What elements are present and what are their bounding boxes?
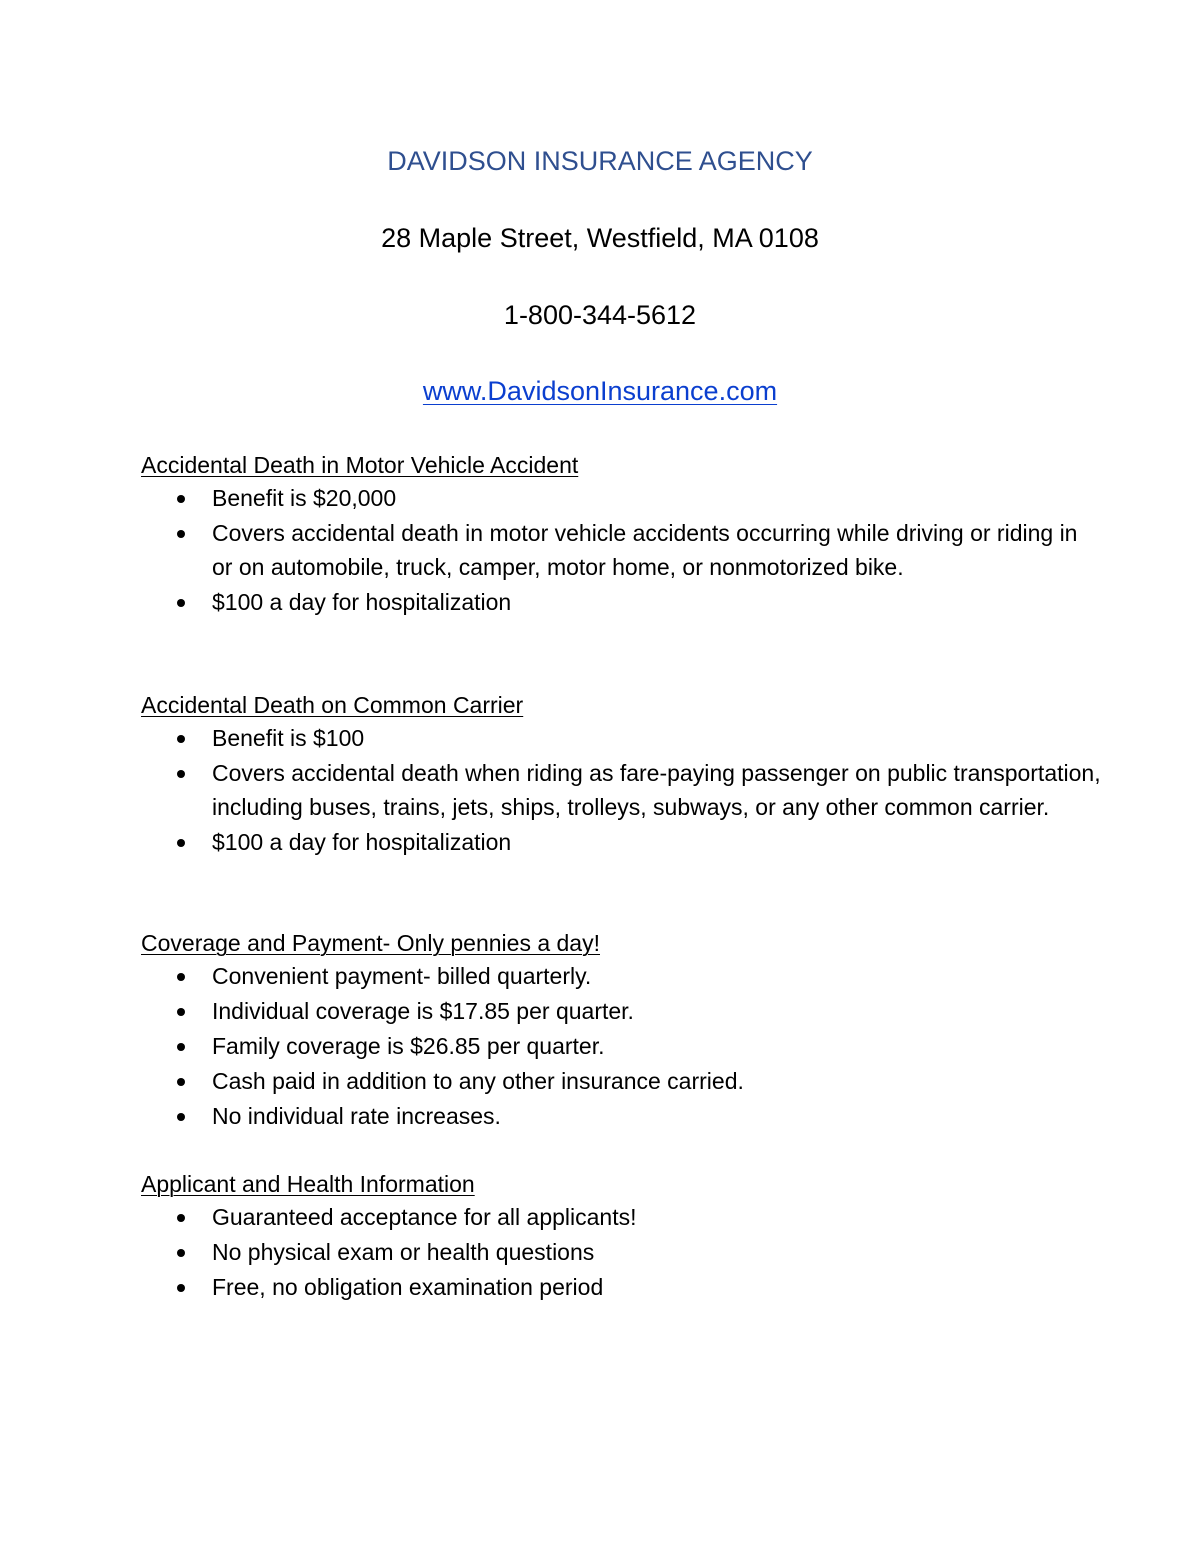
section-applicant-health bbox=[141, 1167, 1101, 1306]
agency-address: 28 Maple Street, Westfield, MA 0108 bbox=[381, 223, 819, 253]
list-item-text: $100 a day for hospitalization bbox=[212, 588, 512, 615]
bullet-icon bbox=[177, 1113, 185, 1121]
list-item bbox=[141, 517, 1101, 584]
bullet-icon bbox=[177, 1249, 185, 1257]
agency-name: DAVIDSON INSURANCE AGENCY bbox=[387, 146, 813, 176]
list-item bbox=[141, 1271, 1101, 1305]
bullet-list bbox=[141, 1201, 1101, 1305]
section-coverage-payment bbox=[141, 926, 1101, 1135]
bullet-icon bbox=[177, 1214, 185, 1222]
list-item-text: No physical exam or health questions bbox=[212, 1239, 595, 1265]
bullet-icon bbox=[177, 599, 185, 607]
website-link[interactable]: www.DavidsonInsurance.com bbox=[422, 376, 778, 406]
list-item-text: Benefit is $20,000 bbox=[212, 485, 397, 511]
section-common-carrier bbox=[141, 688, 1101, 861]
bullet-icon bbox=[177, 973, 185, 981]
bullet-list bbox=[141, 960, 1101, 1134]
list-item bbox=[141, 722, 1101, 756]
list-item-text: Benefit is $100 bbox=[212, 725, 365, 751]
bullet-icon bbox=[177, 495, 185, 503]
list-item bbox=[141, 757, 1101, 824]
list-item bbox=[141, 826, 1101, 860]
section-heading: Coverage and Payment- Only pennies a day! bbox=[141, 930, 600, 956]
list-item-text: Covers accidental death in motor vehicle accidents occurring while driving or riding in or on automobile, truck, camper, motor home, or nonmotorized bike. bbox=[212, 520, 1078, 580]
bullet-icon bbox=[177, 1284, 185, 1292]
section-heading: Accidental Death in Motor Vehicle Accident bbox=[141, 452, 579, 478]
website-line bbox=[0, 374, 1200, 408]
list-item bbox=[141, 960, 1101, 994]
list-item-text: Free, no obligation examination period bbox=[212, 1274, 604, 1300]
section-motor-vehicle bbox=[141, 448, 1101, 621]
section-heading: Accidental Death on Common Carrier bbox=[141, 692, 524, 718]
bullet-icon bbox=[177, 1043, 185, 1051]
bullet-icon bbox=[177, 530, 185, 538]
list-item bbox=[141, 1201, 1101, 1235]
section-heading: Applicant and Health Information bbox=[141, 1171, 475, 1197]
bullet-icon bbox=[177, 839, 185, 847]
list-item-text: $100 a day for hospitalization bbox=[212, 828, 512, 855]
list-item-text: Family coverage is $26.85 per quarter. bbox=[212, 1033, 605, 1059]
list-item-text: No individual rate increases. bbox=[212, 1103, 501, 1129]
bullet-list bbox=[141, 482, 1101, 619]
list-item-text: Covers accidental death when riding as fare-paying passenger on public transportation, including buses, trains, jets, ships, trolleys, subways, or any other common carrier. bbox=[212, 760, 1101, 820]
bullet-icon bbox=[177, 1008, 185, 1016]
list-item bbox=[141, 1100, 1101, 1134]
bullet-icon bbox=[177, 735, 185, 743]
list-item bbox=[141, 1030, 1101, 1064]
list-item-text: Cash paid in addition to any other insurance carried. bbox=[212, 1068, 744, 1094]
bullet-icon bbox=[177, 1078, 185, 1086]
bullet-list bbox=[141, 722, 1101, 859]
list-item bbox=[141, 995, 1101, 1029]
list-item-text: Convenient payment- billed quarterly. bbox=[212, 963, 592, 989]
list-item-text: Guaranteed acceptance for all applicants! bbox=[212, 1204, 637, 1230]
list-item bbox=[141, 1065, 1101, 1099]
list-item bbox=[141, 586, 1101, 620]
agency-phone: 1-800-344-5612 bbox=[503, 300, 697, 330]
list-item bbox=[141, 1236, 1101, 1270]
bullet-icon bbox=[177, 770, 185, 778]
list-item-text: Individual coverage is $17.85 per quarter. bbox=[212, 998, 634, 1024]
list-item bbox=[141, 482, 1101, 516]
